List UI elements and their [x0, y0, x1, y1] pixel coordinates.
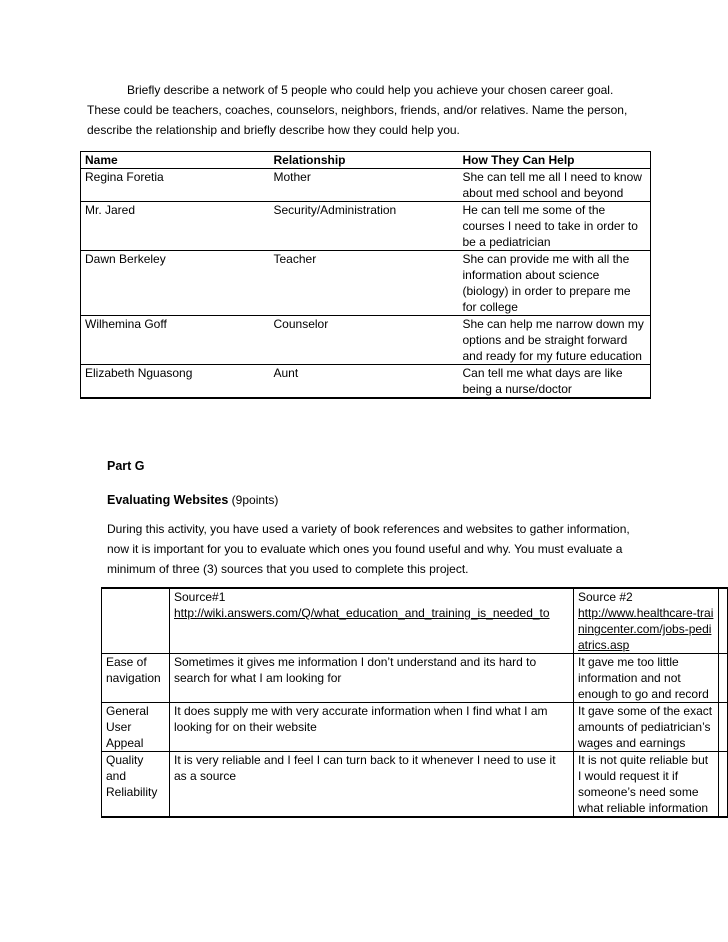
person-relationship: Counselor [270, 316, 459, 365]
table-row [81, 365, 651, 399]
table-row [81, 202, 651, 251]
source-1-evaluation: Sometimes it gives me information I don’t understand and its hard to search for what I am looking for [170, 654, 574, 703]
eval-line-2: now it is important for you to evaluate which ones you found useful and why. You must evaluate a [107, 542, 623, 556]
source-2-header [574, 588, 719, 654]
evaluating-websites-title [107, 490, 278, 510]
source-3-cut-off [719, 588, 728, 654]
source-2-label: Source #2 [578, 590, 633, 604]
person-name: Mr. Jared [81, 202, 270, 251]
source-2-link[interactable]: http://www.healthcare-trainingcenter.com/jobs-pediatrics.asp [578, 606, 714, 652]
intro-line-1: Briefly describe a network of 5 people who could help you achieve your chosen career goal. [127, 83, 614, 97]
criterion-label: General User Appeal [102, 703, 170, 752]
source-1-evaluation: It does supply me with very accurate information when I find what I am looking for on their website [170, 703, 574, 752]
person-help: He can tell me some of the courses I need to take in order to be a pediatrician [459, 202, 651, 251]
table-row [102, 752, 728, 818]
source-1-header [170, 588, 574, 654]
criterion-label: Ease of navigation [102, 654, 170, 703]
source-3-cut-off [719, 654, 728, 703]
table-row [102, 654, 728, 703]
source-1-evaluation: It is very reliable and I feel I can turn back to it whenever I need to use it as a source [170, 752, 574, 818]
criterion-label: Quality and Reliability [102, 752, 170, 818]
person-help: Can tell me what days are like being a nurse/doctor [459, 365, 651, 399]
eval-line-3: minimum of three (3) sources that you used to complete this project. [107, 562, 469, 576]
person-help: She can tell me all I need to know about med school and beyond [459, 169, 651, 202]
header-relationship: Relationship [270, 152, 459, 169]
person-help: She can provide me with all the information about science (biology) in order to prepare me for college [459, 251, 651, 316]
source-2-evaluation: It gave some of the exact amounts of pediatrician’s wages and earnings [574, 703, 719, 752]
person-relationship: Teacher [270, 251, 459, 316]
table-row [102, 703, 728, 752]
evaluation-instructions [107, 519, 667, 579]
person-name: Wilhemina Goff [81, 316, 270, 365]
network-table [80, 151, 651, 399]
source-3-cut-off [719, 703, 728, 752]
person-name: Dawn Berkeley [81, 251, 270, 316]
person-name: Elizabeth Nguasong [81, 365, 270, 399]
source-1-link[interactable]: http://wiki.answers.com/Q/what_education_and_training_is_needed_to [174, 606, 550, 620]
person-relationship: Aunt [270, 365, 459, 399]
header-name: Name [81, 152, 270, 169]
eval-title-bold: Evaluating Websites [107, 493, 229, 507]
person-name: Regina Foretia [81, 169, 270, 202]
eval-line-1: During this activity, you have used a variety of book references and websites to gather information, [107, 522, 630, 536]
network-header-row [81, 152, 651, 169]
intro-line-2: These could be teachers, coaches, counselors, neighbors, friends, and/or relatives. Name the person, [87, 103, 628, 117]
source-1-label: Source#1 [174, 590, 226, 604]
header-help: How They Can Help [459, 152, 651, 169]
person-relationship: Mother [270, 169, 459, 202]
sources-header-row [102, 588, 728, 654]
eval-points: (9points) [228, 493, 279, 507]
source-2-evaluation: It is not quite reliable but I would request it if someone’s need some what reliable information [574, 752, 719, 818]
intro-line-3: describe the relationship and briefly describe how they could help you. [87, 123, 460, 137]
criterion-header-empty [102, 588, 170, 654]
part-g-title: Part G [107, 459, 145, 473]
person-relationship: Security/Administration [270, 202, 459, 251]
source-3-cut-off [719, 752, 728, 818]
source-2-evaluation: It gave me too little information and not enough to go and record [574, 654, 719, 703]
website-evaluation-table [101, 587, 728, 818]
table-row [81, 251, 651, 316]
table-row [81, 169, 651, 202]
intro-instructions [87, 80, 657, 140]
person-help: She can help me narrow down my options and be straight forward and ready for my future education [459, 316, 651, 365]
table-row [81, 316, 651, 365]
